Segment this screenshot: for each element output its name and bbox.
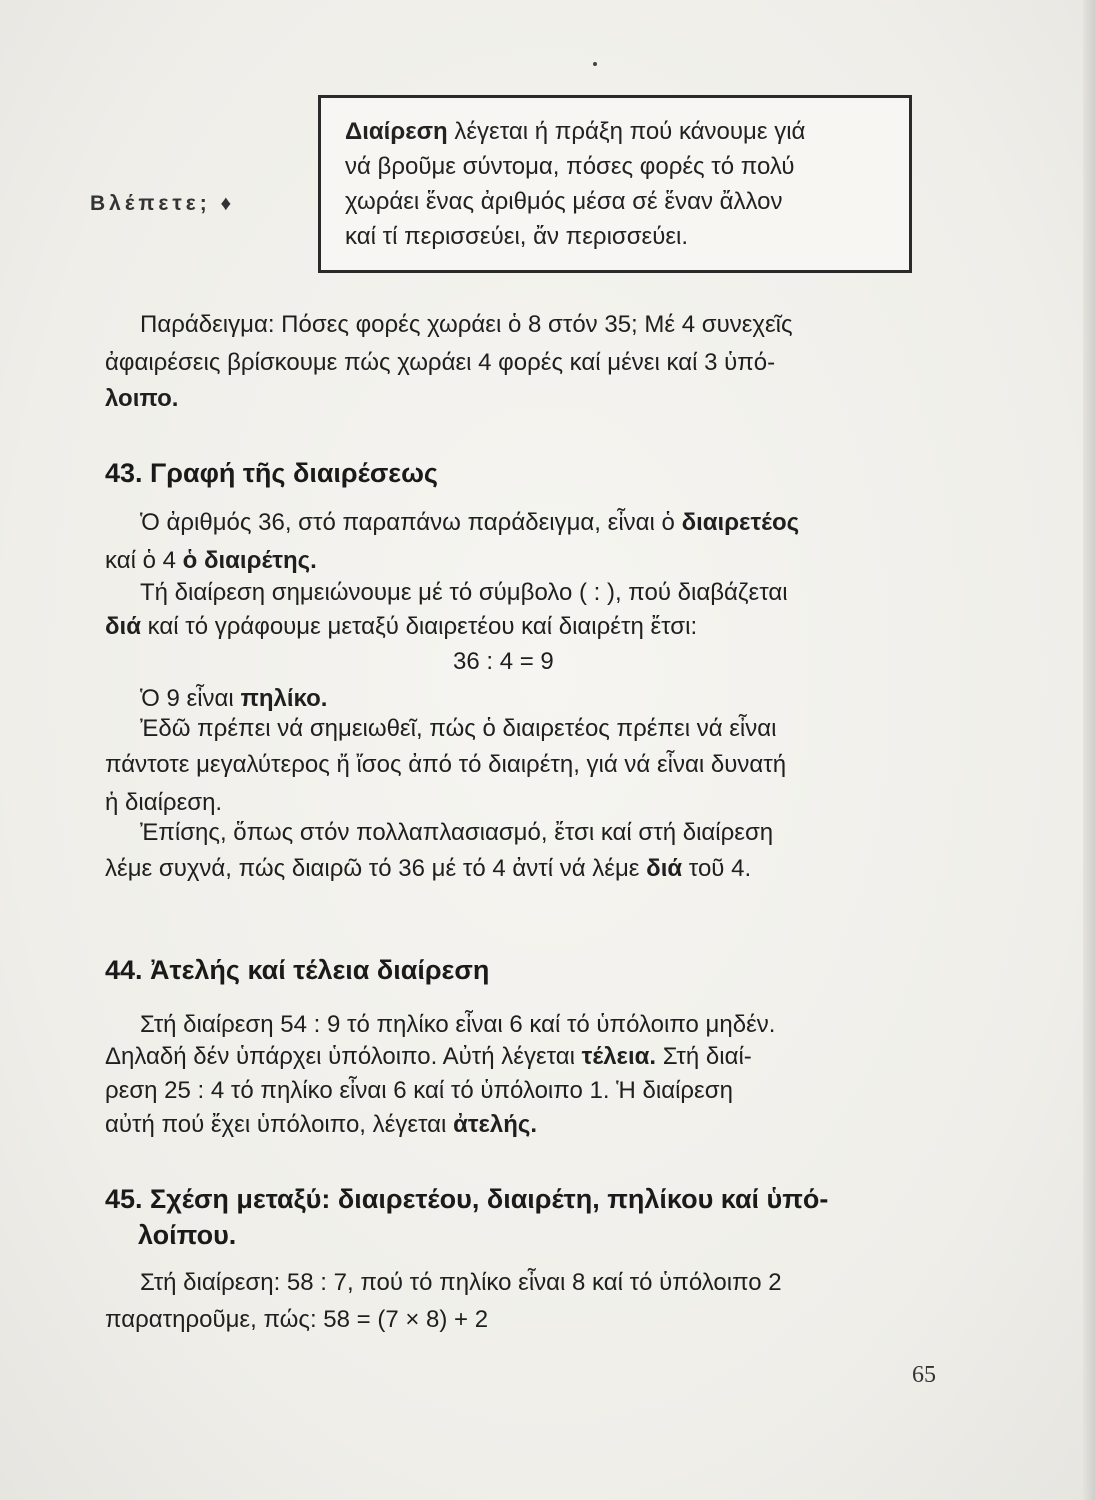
definition-line-1 xyxy=(345,114,915,149)
term-dividend: διαιρετέος xyxy=(681,509,800,536)
s43-paragraph-4b: πάντοτε μεγαλύτερος ἤ ἴσος ἀπό τό διαιρέτη, γιά νά εἶναι δυνατή xyxy=(105,751,787,778)
term-imperfect: ἀτελής. xyxy=(453,1111,538,1138)
s43-paragraph-1b xyxy=(105,546,317,576)
term-quotient: πηλίκο. xyxy=(240,685,328,712)
division-formula: 36 : 4 = 9 xyxy=(453,648,554,675)
term-divisor: ὁ διαιρέτης. xyxy=(182,547,317,574)
s43-p5b-text: λέμε συχνά, πώς διαιρῶ τό 36 μέ τό 4 ἀντί νά λέμε xyxy=(105,855,647,882)
s43-p1a-text: Ὁ ἀριθμός 36, στό παραπάνω παράδειγμα, εἶναι ὁ xyxy=(140,509,682,536)
s43-p2b-text: καί τό γράφουμε μεταξύ διαιρετέου καί διαιρέτη ἔτσι: xyxy=(140,613,698,640)
s43-paragraph-5b xyxy=(105,854,751,884)
definition-line-2: νά βροῦμε σύντομα, πόσες φορές τό πολύ xyxy=(345,153,795,180)
section-45-title-line-1: 45. Σχέση μεταξύ: διαιρετέου, διαιρέτη, πηλίκου καί ὑπό- xyxy=(105,1184,829,1214)
s44-p2-text: Δηλαδή δέν ὑπάρχει ὑπόλοιπο. Αὐτή λέγεται xyxy=(105,1043,582,1070)
definition-text xyxy=(345,114,915,254)
s43-p1b-text: καί ὁ 4 xyxy=(105,547,183,574)
example-line-3: λοιπο. xyxy=(105,385,179,412)
definition-line-4: καί τί περισσεύει, ἄν περισσεύει. xyxy=(345,223,689,250)
s44-paragraph-4 xyxy=(105,1110,537,1140)
s43-paragraph-2b xyxy=(105,612,697,642)
section-45-title-line-2: λοίπου. xyxy=(138,1220,237,1250)
term-dia: διά xyxy=(105,613,141,640)
side-label: Βλέπετε; ♦ xyxy=(90,192,236,215)
s43-p5b-end: τοῦ 4. xyxy=(682,855,752,882)
section-44-title: 44. Ἀτελής καί τέλεια διαίρεση xyxy=(105,955,490,985)
example-line-1: Παράδειγμα: Πόσες φορές χωράει ὁ 8 στόν 35; Μέ 4 συνεχεῖς xyxy=(140,311,793,338)
s43-paragraph-2a: Τή διαίρεση σημειώνουμε μέ τό σύμβολο ( : ), πού διαβάζεται xyxy=(140,579,788,606)
s43-paragraph-5a: Ἐπίσης, ὅπως στόν πολλαπλασιασμό, ἔτσι καί στή διαίρεση xyxy=(140,819,774,846)
definition-line-3: χωράει ἕνας ἀριθμός μέσα σέ ἕναν ἄλλον xyxy=(345,188,783,215)
example-line-2: ἀφαιρέσεις βρίσκουμε πώς χωράει 4 φορές καί μένει καί 3 ὑπό- xyxy=(105,349,776,376)
s43-paragraph-4c: ἡ διαίρεση. xyxy=(105,789,223,816)
s44-p4-text: αὐτή πού ἔχει ὑπόλοιπο, λέγεται xyxy=(105,1111,454,1138)
page-number: 65 xyxy=(912,1362,936,1388)
definition-line-1-rest: λέγεται ή πράξη πού κάνουμε γιά xyxy=(447,118,806,145)
definition-term: Διαίρεση xyxy=(345,118,448,145)
term-dia-2: διά xyxy=(646,855,683,882)
page-edge-shadow xyxy=(1083,0,1095,1500)
section-43-title: 43. Γραφή τῆς διαιρέσεως xyxy=(105,458,438,488)
s44-paragraph-3: ρεση 25 : 4 τό πηλίκο εἶναι 6 καί τό ὑπόλοιπο 1. Ἡ διαίρεση xyxy=(105,1077,733,1104)
term-perfect: τέλεια. xyxy=(581,1043,657,1070)
s44-paragraph-2 xyxy=(105,1042,752,1072)
ink-dot xyxy=(593,62,597,66)
s44-paragraph-1: Στή διαίρεση 54 : 9 τό πηλίκο εἶναι 6 καί τό ὑπόλοιπο μηδέν. xyxy=(140,1011,776,1038)
s43-paragraph-3 xyxy=(140,684,327,714)
s43-paragraph-4a: Ἐδῶ πρέπει νά σημειωθεῖ, πώς ὁ διαιρετέος πρέπει νά εἶναι xyxy=(140,715,777,742)
s43-p3-text: Ὁ 9 εἶναι xyxy=(140,685,241,712)
s45-paragraph-1: Στή διαίρεση: 58 : 7, πού τό πηλίκο εἶναι 8 καί τό ὑπόλοιπο 2 xyxy=(140,1269,782,1296)
s45-paragraph-2: παρατηροῦμε, πώς: 58 = (7 × 8) + 2 xyxy=(105,1306,489,1333)
s44-p2-end: Στή διαί- xyxy=(656,1043,752,1070)
s43-paragraph-1a xyxy=(140,508,799,538)
